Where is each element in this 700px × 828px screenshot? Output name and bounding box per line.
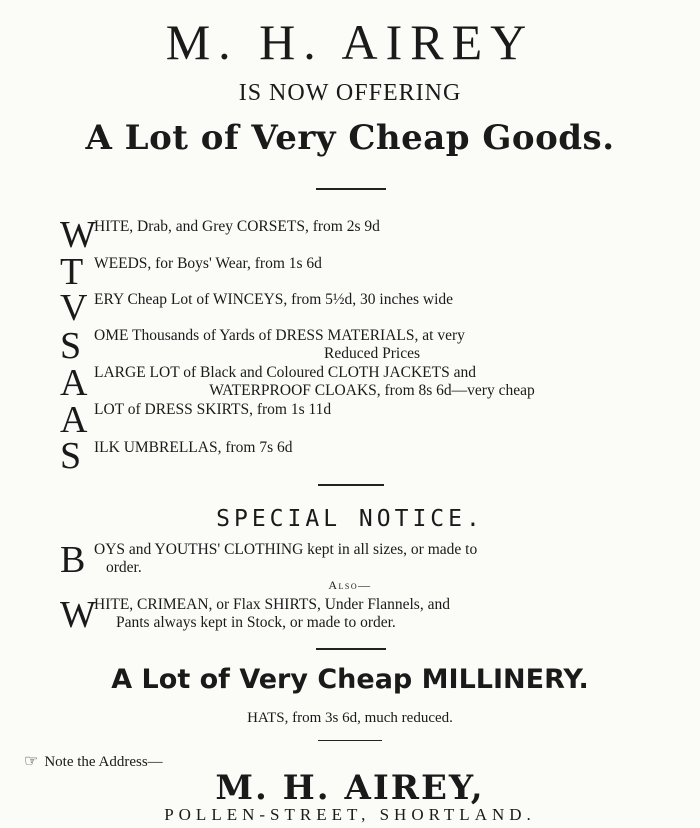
item-text: ERY Cheap Lot of WINCEYS, from 5½d, 30 inches wide [94, 291, 454, 308]
item-text: OYS and YOUTHS' CLOTHING kept in all sizes, or made to [94, 541, 478, 558]
item-text: HITE, Drab, and Grey CORSETS, from 2s 9d [94, 218, 380, 235]
list-item [60, 214, 650, 256]
subtitle: IS NOW OFFERING [238, 80, 462, 106]
divider-rule [318, 740, 382, 741]
list-item [60, 399, 650, 441]
list-item [60, 287, 650, 329]
drop-cap: W [60, 214, 96, 256]
divider-rule [318, 484, 384, 486]
list-item [60, 435, 650, 477]
divider-rule [316, 188, 386, 190]
item-continuation: order. [106, 559, 142, 576]
item-text: LARGE LOT of Black and Coloured CLOTH JACKETS and [94, 364, 476, 381]
hats-line: HATS, from 3s 6d, much reduced. [247, 710, 453, 726]
item-continuation: WATERPROOF CLOAKS, from 8s 6d—very cheap [209, 382, 535, 399]
list-item [60, 362, 650, 404]
list-item [60, 251, 650, 293]
drop-cap: A [60, 362, 88, 404]
divider-rule [316, 648, 386, 650]
drop-cap: V [60, 287, 88, 329]
also-label: Also— [328, 578, 372, 592]
drop-cap: S [60, 435, 82, 477]
drop-cap: T [60, 251, 84, 293]
drop-cap: W [60, 594, 96, 636]
masthead-title: M. H. AIREY [165, 14, 535, 70]
list-item [60, 539, 650, 581]
item-text: OME Thousands of Yards of DRESS MATERIALS, at very [94, 327, 465, 344]
item-text: LOT of DRESS SKIRTS, from 1s 11d [94, 401, 332, 418]
drop-cap: S [60, 325, 82, 367]
item-continuation: Pants always kept in Stock, or made to order. [116, 614, 396, 631]
drop-cap: A [60, 399, 88, 441]
pointing-hand-icon: ☞ [24, 753, 39, 770]
item-continuation: Reduced Prices [324, 345, 420, 362]
headline: A Lot of Very Cheap Goods. [85, 118, 615, 158]
signature-name: M. H. AIREY, [215, 768, 485, 808]
millinery-headline: A Lot of Very Cheap MILLINERY. [111, 664, 589, 695]
special-notice-heading: SPECIAL NOTICE. [216, 506, 484, 532]
item-text: ILK UMBRELLAS, from 7s 6d [94, 439, 293, 456]
item-text: HITE, CRIMEAN, or Flax SHIRTS, Under Flannels, and [94, 596, 450, 613]
item-text: WEEDS, for Boys' Wear, from 1s 6d [94, 255, 322, 272]
list-item [60, 325, 650, 367]
list-item [60, 594, 650, 636]
note-text: Note the Address— [44, 754, 163, 770]
street-address: POLLEN-STREET, SHORTLAND. [164, 805, 536, 824]
drop-cap: B [60, 539, 86, 581]
